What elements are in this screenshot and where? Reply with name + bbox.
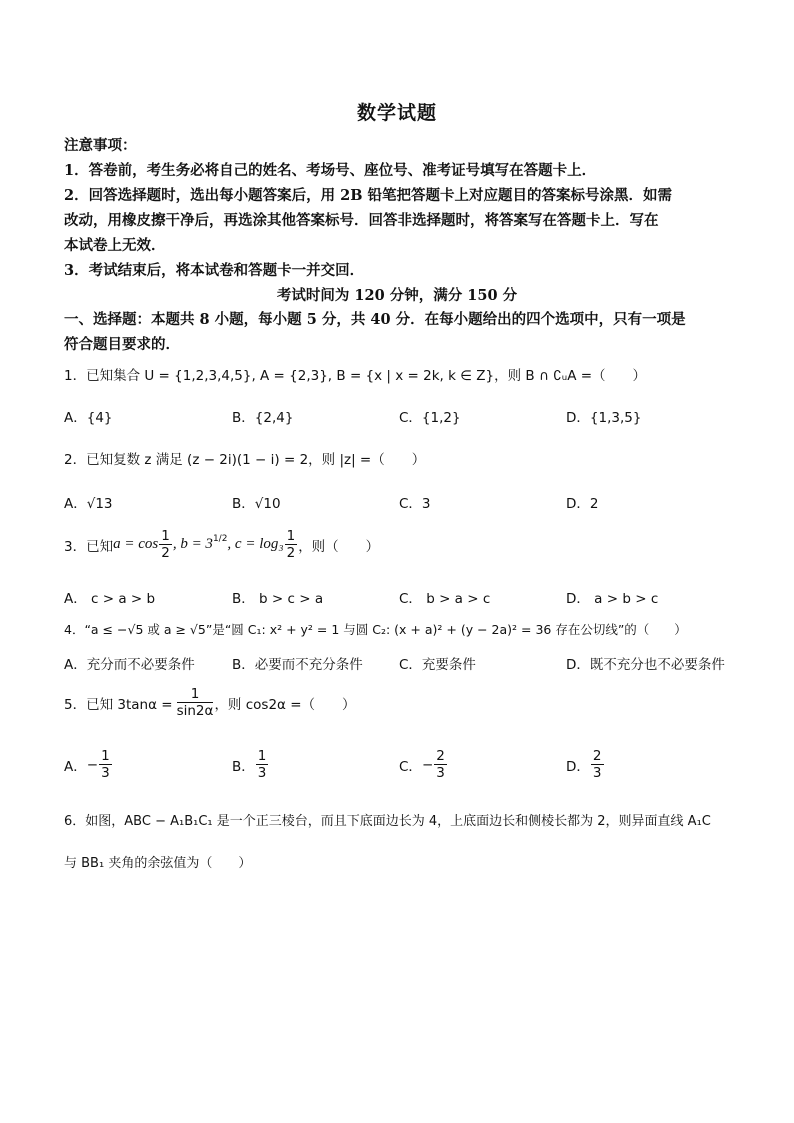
fraction-denominator: 3 xyxy=(101,765,110,781)
question-6-line-1: 6．如图，ABC − A₁B₁C₁ 是一个正三棱台，而且下底面边长为 4，上底面边长和侧棱长都为 2，则异面直线 A₁C xyxy=(64,814,711,829)
notice-item-2-cont: 改动，用橡皮擦干净后，再选涂其他答案标号．回答非选择题时，将答案写在答题卡上．写在 xyxy=(64,212,659,229)
notice-item-1: 1．答卷前，考生务必将自己的姓名、考场号、座位号、准考证号填写在答题卡上． xyxy=(64,162,597,179)
question-4-option-c: C．充要条件 xyxy=(399,657,476,673)
option-label: D． xyxy=(566,758,590,775)
question-3-b: , b = 3 xyxy=(172,536,213,552)
option-fraction xyxy=(256,748,269,781)
fraction-numerator: 1 xyxy=(177,686,214,703)
notice-item-3: 3．考试结束后，将本试卷和答题卡一并交回． xyxy=(64,262,365,279)
notice-item-2: 2．回答选择题时，选出每小题答案后，用 2B 铅笔把答题卡上对应题目的答案标号涂黑．如需 xyxy=(64,187,673,204)
fraction-denominator: 3 xyxy=(436,765,445,781)
question-4-option-b: B．必要而不充分条件 xyxy=(232,657,363,673)
notice-heading: 注意事项： xyxy=(64,137,137,154)
question-3-option-c: C． b > a > c xyxy=(399,591,491,607)
fraction-denominator: 3 xyxy=(592,765,602,781)
question-5-fraction xyxy=(177,686,214,719)
question-5-option-a xyxy=(64,748,113,781)
section-heading: 一、选择题：本题共 8 小题，每小题 5 分，共 40 分．在每小题给出的四个选项中，只有一项是 xyxy=(64,311,686,328)
fraction-numerator: 1 xyxy=(161,528,170,544)
option-sign: − xyxy=(86,756,99,773)
question-5-option-b xyxy=(232,748,269,781)
fraction-denominator: 2 xyxy=(161,545,170,561)
question-6-line-2: 与 BB₁ 夹角的余弦值为（ ） xyxy=(64,856,252,871)
section-heading-cont: 符合题目要求的． xyxy=(64,336,180,353)
option-label: A． xyxy=(64,758,87,775)
option-fraction xyxy=(99,748,112,781)
question-3-fraction-1 xyxy=(159,528,172,561)
question-3-a: a = cos xyxy=(113,536,159,552)
fraction-denominator: 3 xyxy=(257,765,267,781)
question-2-stem: 2．已知复数 z 满足 (z − 2i)(1 − i) = 2，则 |z| =（ ） xyxy=(64,452,426,468)
question-2-option-a: A．√13 xyxy=(64,496,113,512)
question-5-stem xyxy=(64,686,356,719)
question-4-option-d: D．既不充分也不必要条件 xyxy=(566,657,725,673)
question-5-option-c xyxy=(399,748,448,781)
question-1-option-c: C．{1,2} xyxy=(399,410,461,426)
fraction-numerator: 2 xyxy=(592,748,602,764)
option-fraction xyxy=(434,748,447,781)
fraction-denominator: 2 xyxy=(286,545,296,561)
question-3-prefix: 3．已知 xyxy=(64,538,114,555)
question-3-c: , c = log₃ xyxy=(227,536,284,552)
fraction-numerator: 1 xyxy=(286,528,296,544)
option-label: B． xyxy=(232,758,255,775)
question-3-option-b: B． b > c > a xyxy=(232,591,324,607)
question-5-prefix: 5．已知 3tanα = xyxy=(64,696,173,713)
question-3-b-exponent: 1/2 xyxy=(212,533,228,544)
question-2-option-c: C．3 xyxy=(399,496,431,512)
question-1-option-b: B．{2,4} xyxy=(232,410,294,426)
question-1-option-a: A．{4} xyxy=(64,410,113,426)
option-fraction xyxy=(591,748,604,781)
fraction-denominator: sin2α xyxy=(176,703,214,719)
question-3-option-a: A． c > a > b xyxy=(64,591,156,607)
question-2-option-b: B．√10 xyxy=(232,496,281,512)
fraction-numerator: 2 xyxy=(436,748,445,764)
exam-info: 考试时间为 120 分钟，满分 150 分 xyxy=(276,287,518,304)
question-2-option-d: D．2 xyxy=(566,496,599,512)
question-3-suffix: ，则（ ） xyxy=(298,538,380,555)
fraction-numerator: 1 xyxy=(257,748,267,764)
question-5-suffix: ，则 cos2α =（ ） xyxy=(214,696,356,713)
question-1-stem: 1．已知集合 U = {1,2,3,4,5}, A = {2,3}, B = {x | x = 2k, k ∈ Z}，则 B ∩ ∁ᵤA =（ ） xyxy=(64,368,647,384)
question-3-option-d: D． a > b > c xyxy=(566,591,659,607)
question-3-stem xyxy=(64,528,379,561)
question-5-option-d xyxy=(566,748,605,781)
page-title: 数学试题 xyxy=(356,102,437,124)
question-4-option-a: A．充分而不必要条件 xyxy=(64,657,195,673)
question-4-stem: 4．“a ≤ −√5 或 a ≥ √5”是“圆 C₁: x² + y² = 1 与圆 C₂: (x + a)² + (y − 2a)² = 36 存在公切线”的（ ） xyxy=(64,622,687,637)
question-1-option-d: D．{1,3,5} xyxy=(566,410,642,426)
option-label: C． xyxy=(399,758,422,775)
option-sign: − xyxy=(421,756,434,773)
fraction-numerator: 1 xyxy=(101,748,110,764)
notice-item-2-end: 本试卷上无效． xyxy=(64,237,166,254)
question-3-fraction-2 xyxy=(285,528,298,561)
